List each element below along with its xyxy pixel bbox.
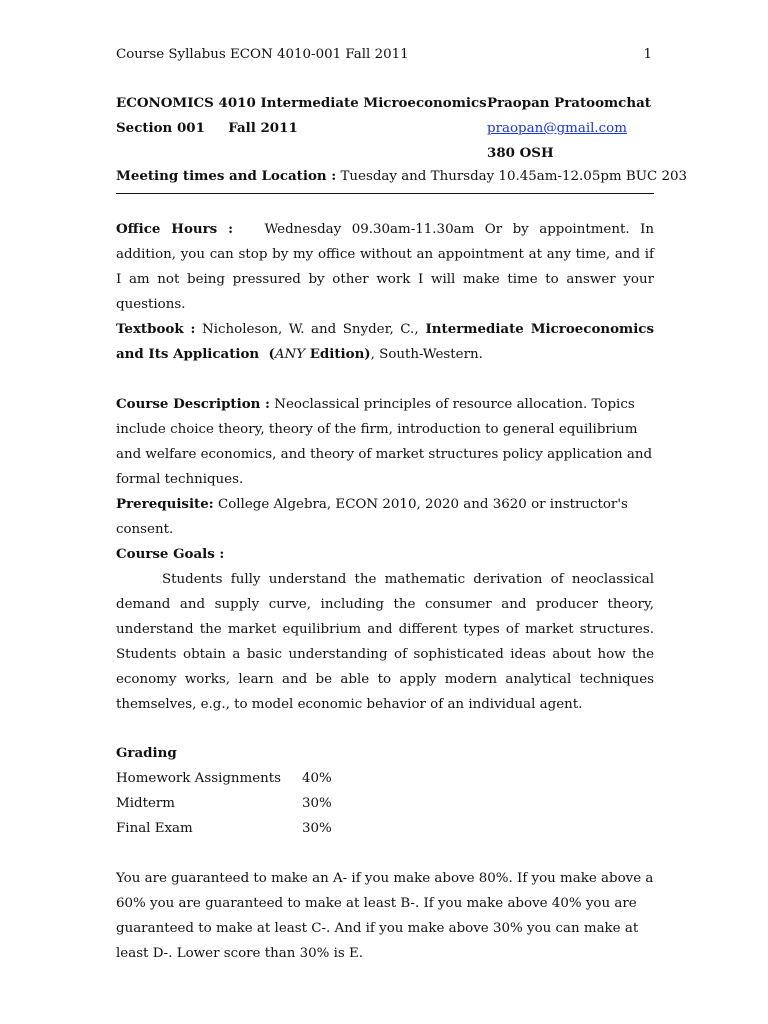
textbook-authors: Nicholeson, W. and Snyder, C.,	[195, 322, 419, 337]
textbook-title: Intermediate Microeconomics and Its Application (	[116, 321, 659, 362]
grading-item-weight: 30%	[302, 821, 332, 836]
grading-item-weight: 30%	[302, 796, 332, 811]
course-title-block	[116, 91, 656, 166]
office-hours-section	[116, 217, 659, 317]
grading-item-weight: 40%	[302, 771, 332, 786]
textbook-section	[116, 317, 659, 367]
grading-item-name: Midterm	[116, 796, 175, 811]
prerequisite-section	[116, 492, 654, 542]
meeting-value: Tuesday and Thursday 10.45am-12.05pm BUC 203	[336, 169, 688, 184]
textbook-publisher: , South-Western.	[370, 347, 483, 362]
course-description-section	[116, 392, 654, 492]
textbook-label: Textbook :	[116, 321, 196, 337]
grading-row	[116, 816, 654, 841]
office-hours-label: Office Hours :	[116, 221, 234, 237]
prerequisite-label: Prerequisite:	[116, 496, 214, 512]
office-hours-text: Wednesday 09.30am-11.30am Or by appointment. In addition, you can stop by my office without an appointment at any time, and if I am not being pressured by other work I will make time to answer your questions.	[116, 222, 659, 312]
grading-row	[116, 791, 654, 816]
instructor-office: 380 OSH	[487, 145, 554, 161]
course-goals-text: Students fully understand the mathematic derivation of neoclassical demand and supply curve, including the consumer and producer theory, understand the market equilibrium and different types of market structures. Students obtain a basic understanding of sophisticated ideas about how the economy works, learn and be able to apply modern analytical techniques themselves, e.g., to model economic behavior of an individual agent.	[116, 572, 654, 712]
grading-policy: You are guaranteed to make an A- if you make above 80%. If you make above a 60% you are guaranteed to make at least B-. If you make above 40% you are guaranteed to make at least C-. And if you make above 30% you can make at least D-. Lower score than 30% is E.	[116, 871, 654, 961]
course-goals-label: Course Goals :	[116, 546, 225, 562]
course-title: ECONOMICS 4010 Intermediate Microeconomics	[116, 95, 487, 111]
prerequisite-text: College Algebra, ECON 2010, 2020 and 3620 or instructor's consent.	[116, 497, 628, 537]
header-divider	[116, 193, 654, 194]
course-description-label: Course Description :	[116, 396, 270, 412]
course-description-text: Neoclassical principles of resource allocation. Topics include choice theory, theory of the firm, introduction to general equilibrium and welfare economics, and theory of market structures policy application and formal techniques.	[116, 397, 653, 487]
grading-row	[116, 766, 654, 791]
grading-label: Grading	[116, 745, 177, 761]
textbook-edition-any: ANY	[274, 347, 306, 362]
course-section: Section 001 Fall 2011	[116, 120, 298, 136]
grading-item-name: Final Exam	[116, 821, 193, 836]
page-number: 1	[643, 47, 652, 62]
running-title: Course Syllabus ECON 4010-001 Fall 2011	[116, 47, 409, 62]
grading-section	[116, 741, 654, 841]
textbook-edition: Edition)	[305, 346, 371, 362]
meeting-line	[116, 166, 687, 187]
instructor-email-link[interactable]: praopan@gmail.com	[487, 121, 627, 136]
running-header	[116, 45, 652, 65]
meeting-label: Meeting times and Location :	[116, 168, 337, 184]
grading-item-name: Homework Assignments	[116, 771, 282, 786]
course-goals-section	[116, 542, 654, 717]
instructor-name: Praopan Pratoomchat	[487, 95, 651, 111]
